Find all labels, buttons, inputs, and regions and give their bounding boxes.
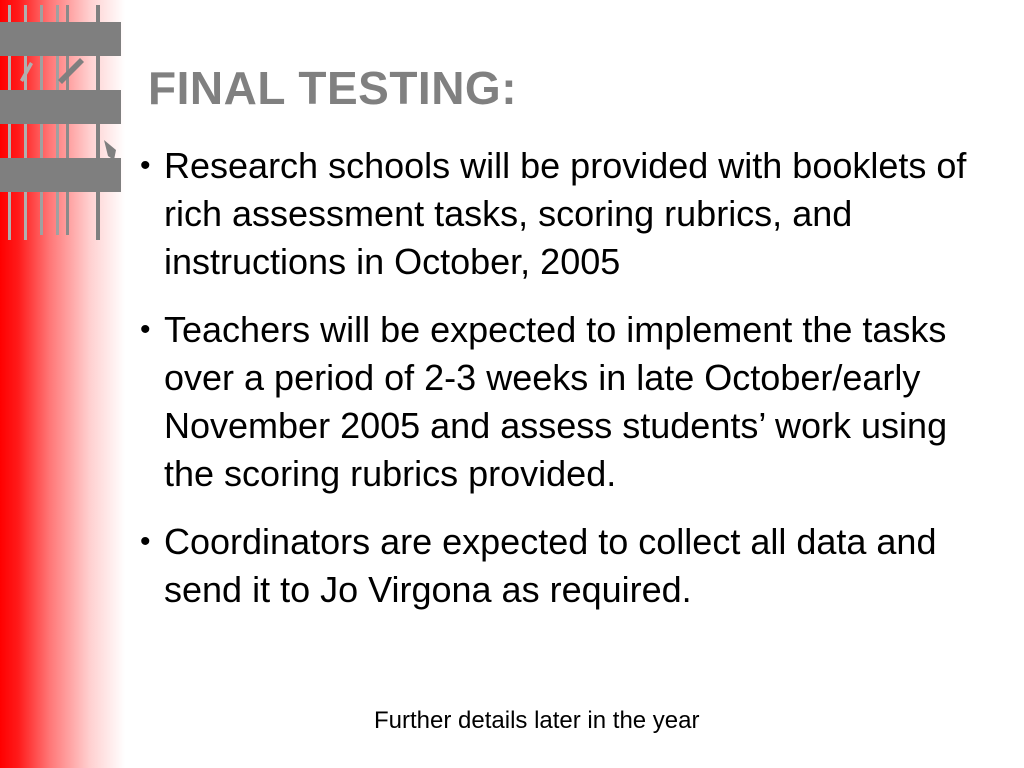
- slide-title: FINAL TESTING:: [148, 62, 518, 114]
- bullet-item: • Teachers will be expected to implement the tasks over a period of 2-3 weeks in late October/early November 2005 and assess students’ work using the scoring rubrics provided.: [140, 306, 1000, 498]
- footnote: Further details later in the year: [374, 707, 700, 734]
- bullet-item: • Coordinators are expected to collect all data and send it to Jo Virgona as required.: [140, 518, 1000, 614]
- bullet-list: [140, 142, 1000, 634]
- bullet-item: • Research schools will be provided with booklets of rich assessment tasks, scoring rubrics, and instructions in October, 2005: [140, 142, 1000, 286]
- scaffold-icon: [0, 0, 130, 250]
